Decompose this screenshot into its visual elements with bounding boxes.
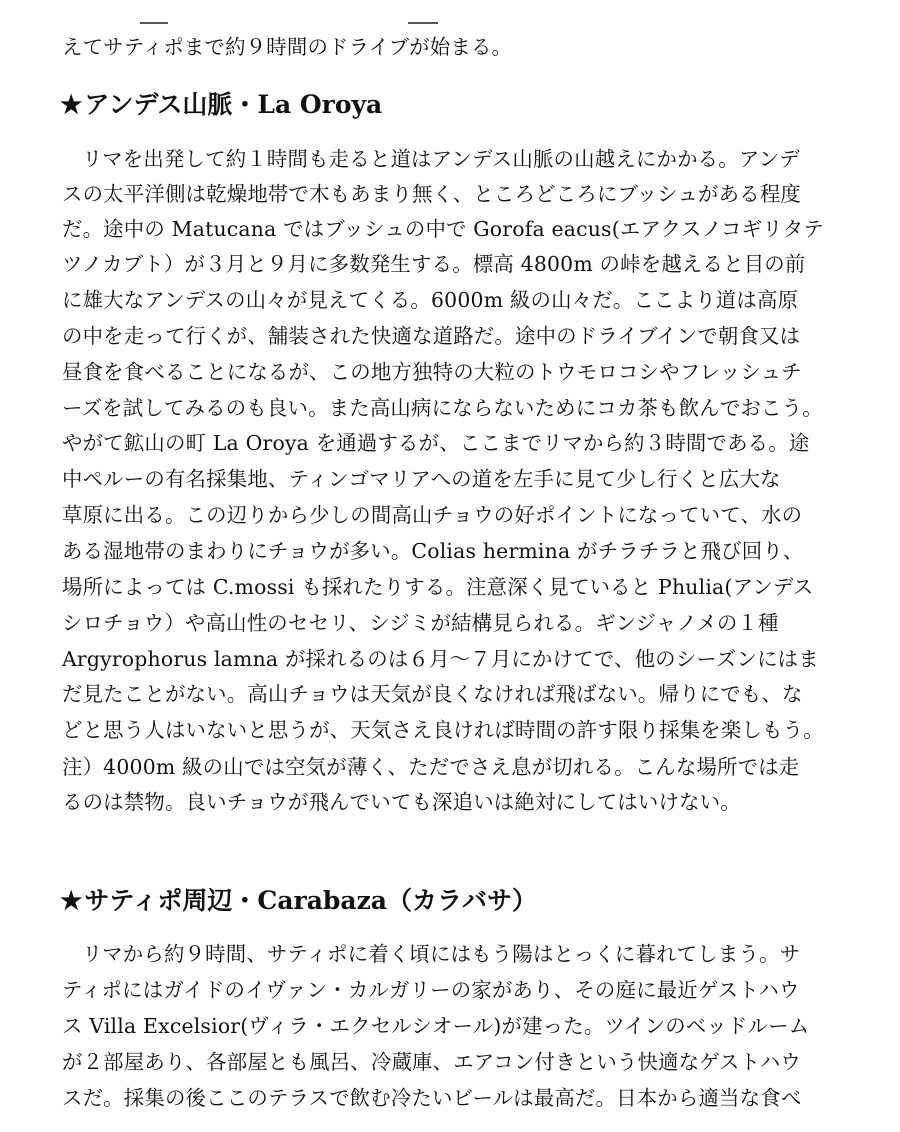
paragraph-line: るのは禁物。良いチョウが飛んでいても深追いは絶対にしてはいけない。	[62, 790, 741, 814]
paragraph-line: 場所によっては C.mossi も採れたりする。注意深く見ていると Phulia(アンデス	[62, 575, 814, 599]
paragraph-line: スの太平洋側は乾燥地帯で木もあまり無く、ところどころにブッシュがある程度	[62, 182, 802, 206]
scan-mark	[140, 22, 168, 24]
paragraph-line: が２部屋あり、各部屋とも風呂、冷蔵庫、エアコン付きという快適なゲストハウ	[62, 1050, 802, 1074]
section-title: アンデス山脈・La Oroya	[84, 90, 383, 119]
paragraph-line: リマから約９時間、サティポに着く頃にはもう陽はとっくに暮れてしまう。サ	[82, 942, 801, 966]
paragraph-line: ーズを試してみるのも良い。また高山病にならないためにコカ茶も飲んでおこう。	[62, 396, 823, 420]
paragraph-line: どと思う人はいないと思うが、天気さえ良ければ時間の許す限り採集を楽しもう。	[62, 718, 824, 742]
paragraph-line: の中を走って行くが、舗装された快適な道路だ。途中のドライブインで朝食又は	[62, 324, 801, 348]
paragraph-line: だ見たことがない。高山チョウは天気が良くなければ飛ばない。帰りにでも、な	[62, 682, 803, 706]
star-icon: ★	[60, 90, 83, 119]
paragraph-line: ス Villa Excelsior(ヴィラ・エクセルシオール)が建った。ツインのベッドルーム	[62, 1014, 810, 1038]
paragraph-line: に雄大なアンデスの山々が見えてくる。6000m 級の山々だ。ここより道は高原	[62, 288, 799, 312]
paragraph-line: 注）4000m 級の山では空気が薄く、ただでさえ息が切れる。こんな場所では走	[62, 755, 800, 779]
scan-mark	[408, 22, 438, 24]
intro-line: えてサティポまで約９時間のドライブが始まる。	[62, 35, 513, 59]
paragraph-line: スだ。採集の後ここのテラスで飲む冷たいビールは最高だ。日本から適当な食べ	[62, 1086, 802, 1110]
paragraph-line: ある湿地帯のまわりにチョウが多い。Colias hermina がチラチラと飛び回り、	[62, 539, 804, 563]
star-icon: ★	[60, 886, 83, 915]
section-heading-andes	[60, 88, 382, 122]
paragraph-line: Argyrophorus lamna が採れるのは６月～７月にかけてで、他のシーズンにはま	[62, 647, 819, 671]
paragraph-line: 中ペルーの有名採集地、ティンゴマリアへの道を左手に見て少し行くと広大な	[62, 467, 781, 491]
paragraph-line: 草原に出る。この辺りから少しの間高山チョウの好ポイントになっていて、水の	[62, 503, 803, 527]
paragraph-line: ティポにはガイドのイヴァン・カルガリーの家があり、その庭に最近ゲストハウ	[62, 978, 800, 1002]
paragraph-line: リマを出発して約１時間も走ると道はアンデス山脈の山越えにかかる。アンデ	[82, 147, 800, 171]
paragraph-line: ツノカブト）が３月と９月に多数発生する。標高 4800m の峠を越えると目の前	[62, 252, 806, 276]
section-heading-satipo	[60, 884, 537, 918]
paragraph-line: やがて鉱山の町 La Oroya を通過するが、ここまでリマから約３時間である。途	[62, 431, 810, 455]
paragraph-line: だ。途中の Matucana ではブッシュの中で Gorofa eacus(エアクスノコギリタテ	[62, 217, 824, 241]
section-title: サティポ周辺・Carabaza（カラバサ）	[84, 886, 537, 915]
paragraph-line: 昼食を食べることになるが、この地方独特の大粒のトウモロコシやフレッシュチ	[62, 360, 802, 384]
paragraph-line: シロチョウ）や高山性のセセリ、シジミが結構見られる。ギンジャノメの１種	[62, 611, 779, 635]
